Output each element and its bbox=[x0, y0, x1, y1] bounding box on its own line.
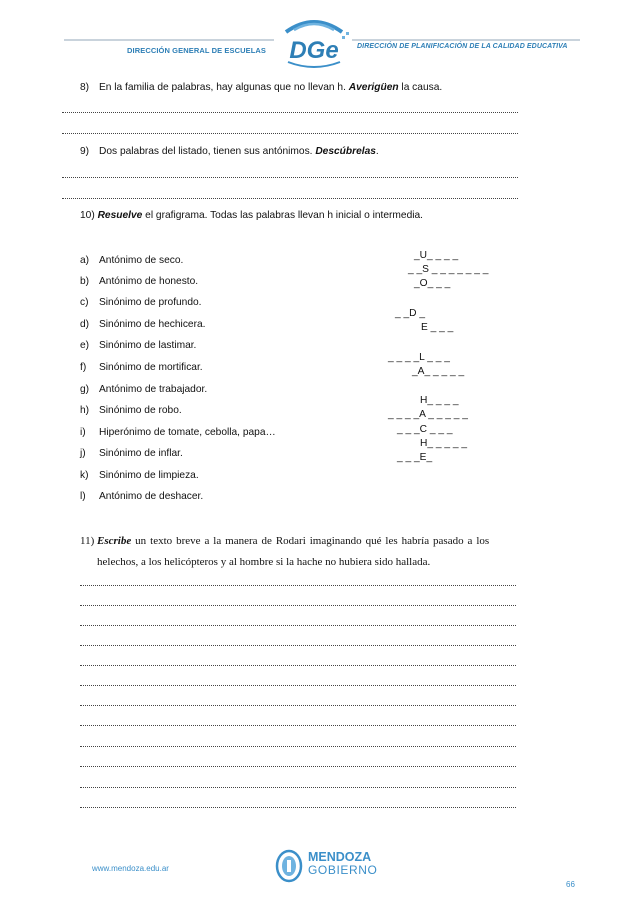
clue-letter: j) bbox=[80, 448, 86, 459]
clue-text: Antónimo de trabajador. bbox=[99, 384, 208, 395]
clue-item bbox=[80, 448, 183, 459]
writing-line[interactable] bbox=[80, 705, 516, 706]
grafigrama-row: _ _S _ _ _ _ _ _ _ bbox=[408, 264, 489, 275]
clue-item bbox=[80, 340, 196, 351]
grafigrama-row: _A_ _ _ _ _ bbox=[412, 366, 465, 377]
grafigrama-row: _ _ _C _ _ _ bbox=[397, 424, 453, 435]
writing-line[interactable] bbox=[80, 585, 516, 586]
clue-text: Sinónimo de lastimar. bbox=[99, 340, 197, 351]
writing-line[interactable] bbox=[80, 685, 516, 686]
clue-item bbox=[80, 255, 183, 266]
header-rule-left bbox=[64, 39, 274, 41]
clue-letter: h) bbox=[80, 405, 90, 416]
clue-item bbox=[80, 405, 182, 416]
question-8-text: En la familia de palabras, hay algunas que no llevan h. bbox=[99, 82, 349, 93]
writing-line[interactable] bbox=[80, 725, 516, 726]
clue-text: Sinónimo de inflar. bbox=[99, 448, 183, 459]
question-8-emphasis: Averigüen bbox=[348, 82, 399, 93]
clue-text: Sinónimo de profundo. bbox=[99, 297, 202, 308]
clue-letter: b) bbox=[80, 276, 90, 287]
writing-line[interactable] bbox=[80, 625, 516, 626]
grafigrama-row: _ _ _ _A _ _ _ _ _ bbox=[388, 409, 468, 420]
clue-item bbox=[80, 297, 202, 308]
clue-text: Hiperónimo de tomate, cebolla, papa… bbox=[99, 427, 276, 438]
clue-letter: f) bbox=[80, 362, 87, 373]
writing-line[interactable] bbox=[80, 645, 516, 646]
writing-line[interactable] bbox=[80, 665, 516, 666]
clue-item bbox=[80, 384, 207, 395]
answer-line[interactable] bbox=[62, 133, 518, 134]
grafigrama-row: _O_ _ _ bbox=[414, 278, 451, 289]
question-9-emphasis: Descúbrelas bbox=[315, 146, 376, 157]
clue-item bbox=[80, 427, 276, 438]
page-number: 66 bbox=[566, 880, 575, 889]
header-rule-right bbox=[352, 39, 580, 41]
grafigrama-row: _U_ _ _ _ bbox=[414, 250, 459, 261]
answer-line[interactable] bbox=[62, 198, 518, 199]
header-right-title: DIRECCIÓN DE PLANIFICACIÓN DE LA CALIDAD EDUCATIVA bbox=[357, 43, 568, 50]
writing-line[interactable] bbox=[80, 787, 516, 788]
clue-letter: c) bbox=[80, 297, 89, 308]
writing-line[interactable] bbox=[80, 746, 516, 747]
clue-text: Antónimo de deshacer. bbox=[99, 491, 204, 502]
dge-logo-icon bbox=[276, 10, 352, 70]
clue-letter: k) bbox=[80, 470, 89, 481]
grafigrama-row: _ _ _ _L _ _ _ bbox=[388, 352, 450, 363]
clue-text: Antónimo de honesto. bbox=[99, 276, 199, 287]
writing-line[interactable] bbox=[80, 807, 516, 808]
question-10-text: el grafigrama. Todas las palabras llevan h inicial o intermedia. bbox=[142, 210, 424, 221]
question-11-line1: un texto breve a la manera de Rodari imaginando qué les habría pasado a los bbox=[131, 535, 490, 547]
footer-url[interactable]: www.mendoza.edu.ar bbox=[92, 864, 169, 873]
clue-item bbox=[80, 276, 198, 287]
dge-logo-text: DGe bbox=[289, 37, 339, 64]
grafigrama-row: H_ _ _ _ _ bbox=[420, 438, 468, 449]
clue-letter: e) bbox=[80, 340, 90, 351]
clue-letter: l) bbox=[80, 491, 86, 502]
dge-logo bbox=[276, 10, 352, 70]
clue-text: Antónimo de seco. bbox=[99, 255, 184, 266]
header-left-title: DIRECCIÓN GENERAL DE ESCUELAS bbox=[127, 46, 267, 55]
question-11-emphasis: Escribe bbox=[97, 535, 132, 547]
clue-text: Sinónimo de hechicera. bbox=[99, 319, 206, 330]
footer-brand-name: MENDOZA bbox=[308, 850, 372, 864]
question-10 bbox=[80, 210, 423, 221]
clue-letter: i) bbox=[80, 427, 86, 438]
question-9 bbox=[80, 146, 379, 157]
grafigrama-row: H_ _ _ _ bbox=[420, 395, 459, 406]
answer-line[interactable] bbox=[62, 112, 518, 113]
footer-brand-sub: GOBIERNO bbox=[308, 863, 378, 877]
question-9-tail: . bbox=[375, 146, 379, 157]
question-9-number: 9) bbox=[80, 146, 90, 157]
grafigrama-row: _ _D _ bbox=[395, 308, 426, 319]
question-10-emphasis: Resuelve bbox=[97, 210, 143, 221]
writing-line[interactable] bbox=[80, 605, 516, 606]
question-11-continuation: helechos, a los helicópteros y al hombre si la hache no hubiera sido hallada. bbox=[97, 556, 431, 568]
clue-letter: d) bbox=[80, 319, 90, 330]
question-8-number: 8) bbox=[80, 82, 90, 93]
writing-line[interactable] bbox=[80, 766, 516, 767]
question-11-number: 11) bbox=[80, 535, 95, 547]
question-8-tail: la causa. bbox=[398, 82, 443, 93]
question-10-number: 10) bbox=[80, 210, 95, 221]
question-9-text: Dos palabras del listado, tienen sus antónimos. bbox=[99, 146, 316, 157]
clue-text: Sinónimo de mortificar. bbox=[99, 362, 203, 373]
question-11 bbox=[80, 535, 489, 547]
clue-text: Sinónimo de robo. bbox=[99, 405, 182, 416]
grafigrama-row: _ _ _E_ bbox=[397, 452, 433, 463]
footer-brand bbox=[308, 851, 377, 877]
question-8 bbox=[80, 82, 442, 93]
clue-letter: a) bbox=[80, 255, 90, 266]
clue-letter: g) bbox=[80, 384, 90, 395]
mendoza-shield-icon bbox=[274, 848, 304, 884]
clue-text: Sinónimo de limpieza. bbox=[99, 470, 199, 481]
clue-item bbox=[80, 470, 199, 481]
answer-line[interactable] bbox=[62, 177, 518, 178]
grafigrama-row: E _ _ _ bbox=[421, 322, 454, 333]
clue-item bbox=[80, 362, 203, 373]
clue-item bbox=[80, 491, 203, 502]
clue-item bbox=[80, 319, 205, 330]
